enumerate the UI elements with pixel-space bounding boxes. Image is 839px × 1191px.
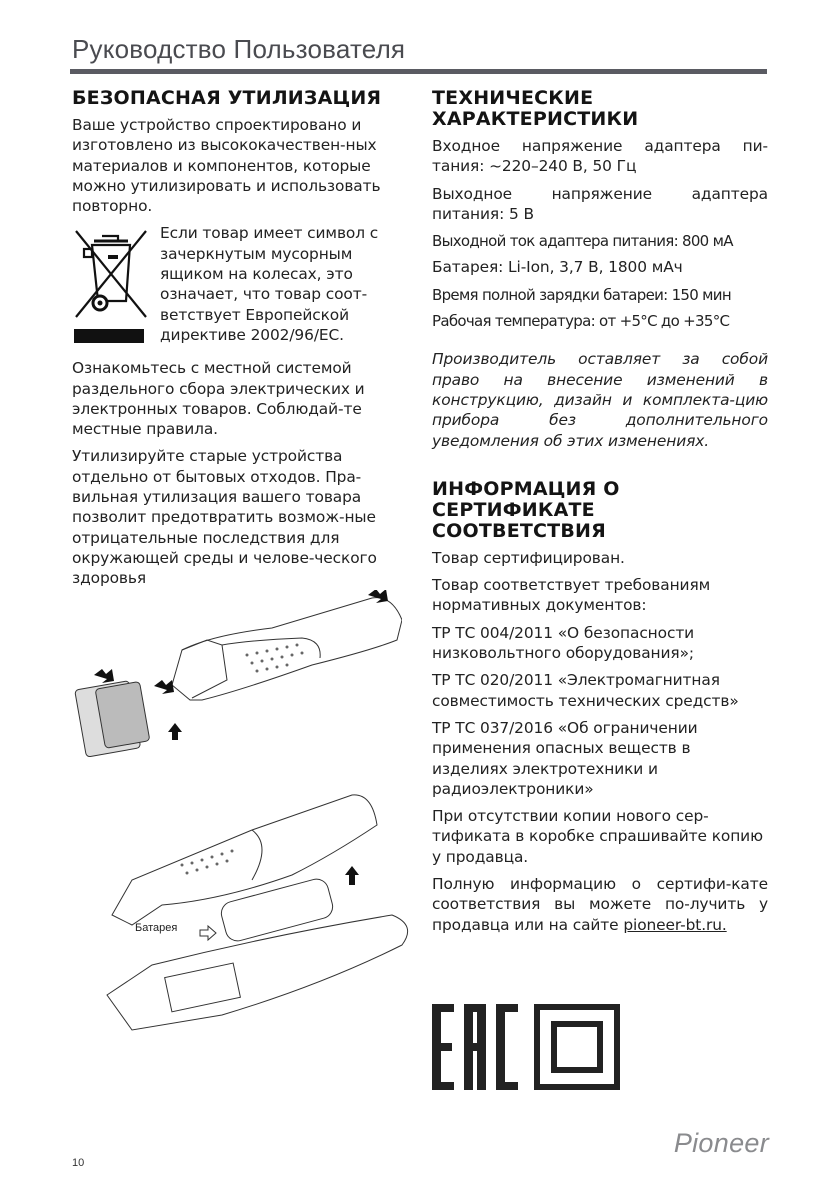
weee-block: [72, 223, 402, 352]
certificate-full-info: [432, 874, 768, 935]
spec-item: Выходной ток адаптера питания: 800 мА: [432, 232, 733, 251]
spec-item: Входное напряжение адаптера пи-тания: ~220–240 В, 50 Гц: [432, 137, 768, 176]
spec-item: Батарея: Li-Ion, 3,7 В, 1800 мАч: [432, 258, 683, 277]
page-header-title: Руководство Пользователя: [72, 34, 406, 64]
eac-mark-icon: [432, 1004, 520, 1094]
weee-black-bar: [74, 329, 144, 343]
spec-item: Рабочая температура: от +5°C до +35°C: [432, 312, 730, 331]
website-link[interactable]: pioneer-bt.ru.: [623, 915, 727, 934]
weee-description: Если товар имеет символ с зачеркнутым мусорным ящиком на колесах, это означает, что товар соот-ветствует Европейской директиве 2002/96/EC.: [160, 224, 379, 344]
pioneer-logo: Pioneer: [673, 1128, 769, 1158]
certificate-item: ТР ТС 037/2016 «Об ограничении применения опасных веществ в изделиях электротехники и радиоэлектроники»: [432, 718, 698, 798]
manufacturer-disclaimer: Производитель оставляет за собой право на внесение изменений в конструкцию, дизайн и комплекта-цию прибора без дополнительного уведомления об этих изменениях.: [432, 350, 768, 450]
page-number: 10: [72, 1157, 85, 1169]
certificate-heading: ИНФОРМАЦИЯ О СЕРТИФИКАТЕ СООТВЕТСТВИЯ: [432, 477, 620, 542]
disposal-paragraph-3: Утилизируйте старые устройства отдельно от бытовых отходов. Пра-вильная утилизация вашего товара позволит предотвратить возмож-ные отрицательные последствия для окружающей среды и челове-ческого здоровья: [72, 447, 377, 588]
certificate-item: ТР ТС 020/2011 «Электромагнитная совместимость технических средств»: [432, 671, 739, 710]
head-removal-illustration: [72, 590, 402, 765]
certificate-item: При отсутствии копии нового сер-тификата в коробке спрашивайте копию у продавца.: [432, 807, 763, 866]
crossed-out-wheelie-bin-icon: [72, 223, 150, 343]
right-column: [432, 88, 768, 942]
disposal-intro: Ваше устройство спроектировано и изготовлено из высококачествен-ных материалов и компонентов, которые можно утилизировать и использовать повторно.: [72, 116, 381, 216]
full-info-text: Полную информацию о сертифи-кате соответствия вы можете по-лучить у продавца или на сайте: [432, 875, 768, 934]
certificate-item: Товар сертифицирован.: [432, 548, 625, 567]
certificate-item: Товар соответствует требованиям нормативных документов:: [432, 576, 711, 615]
spec-item: Выходное напряжение адаптера питания: 5 В: [432, 184, 768, 223]
left-column: [72, 88, 402, 596]
battery-removal-illustration: [72, 785, 412, 1050]
disposal-heading: БЕЗОПАСНАЯ УТИЛИЗАЦИЯ: [72, 87, 382, 109]
specs-heading: ТЕХНИЧЕСКИЕ ХАРАКТЕРИСТИКИ: [432, 87, 639, 130]
battery-label: Батарея: [135, 922, 178, 934]
spec-item: Время полной зарядки батареи: 150 мин: [432, 285, 731, 304]
disposal-paragraph-2: Ознакомьтесь с местной системой раздельного сбора электрических и электронных товаров. Соблюдай-те местные правила.: [72, 359, 365, 439]
certificate-item: ТР ТС 004/2011 «О безопасности низковольтного оборудования»;: [432, 623, 695, 663]
header-divider: [70, 69, 767, 74]
double-square-class-ii-icon: [534, 1004, 620, 1094]
